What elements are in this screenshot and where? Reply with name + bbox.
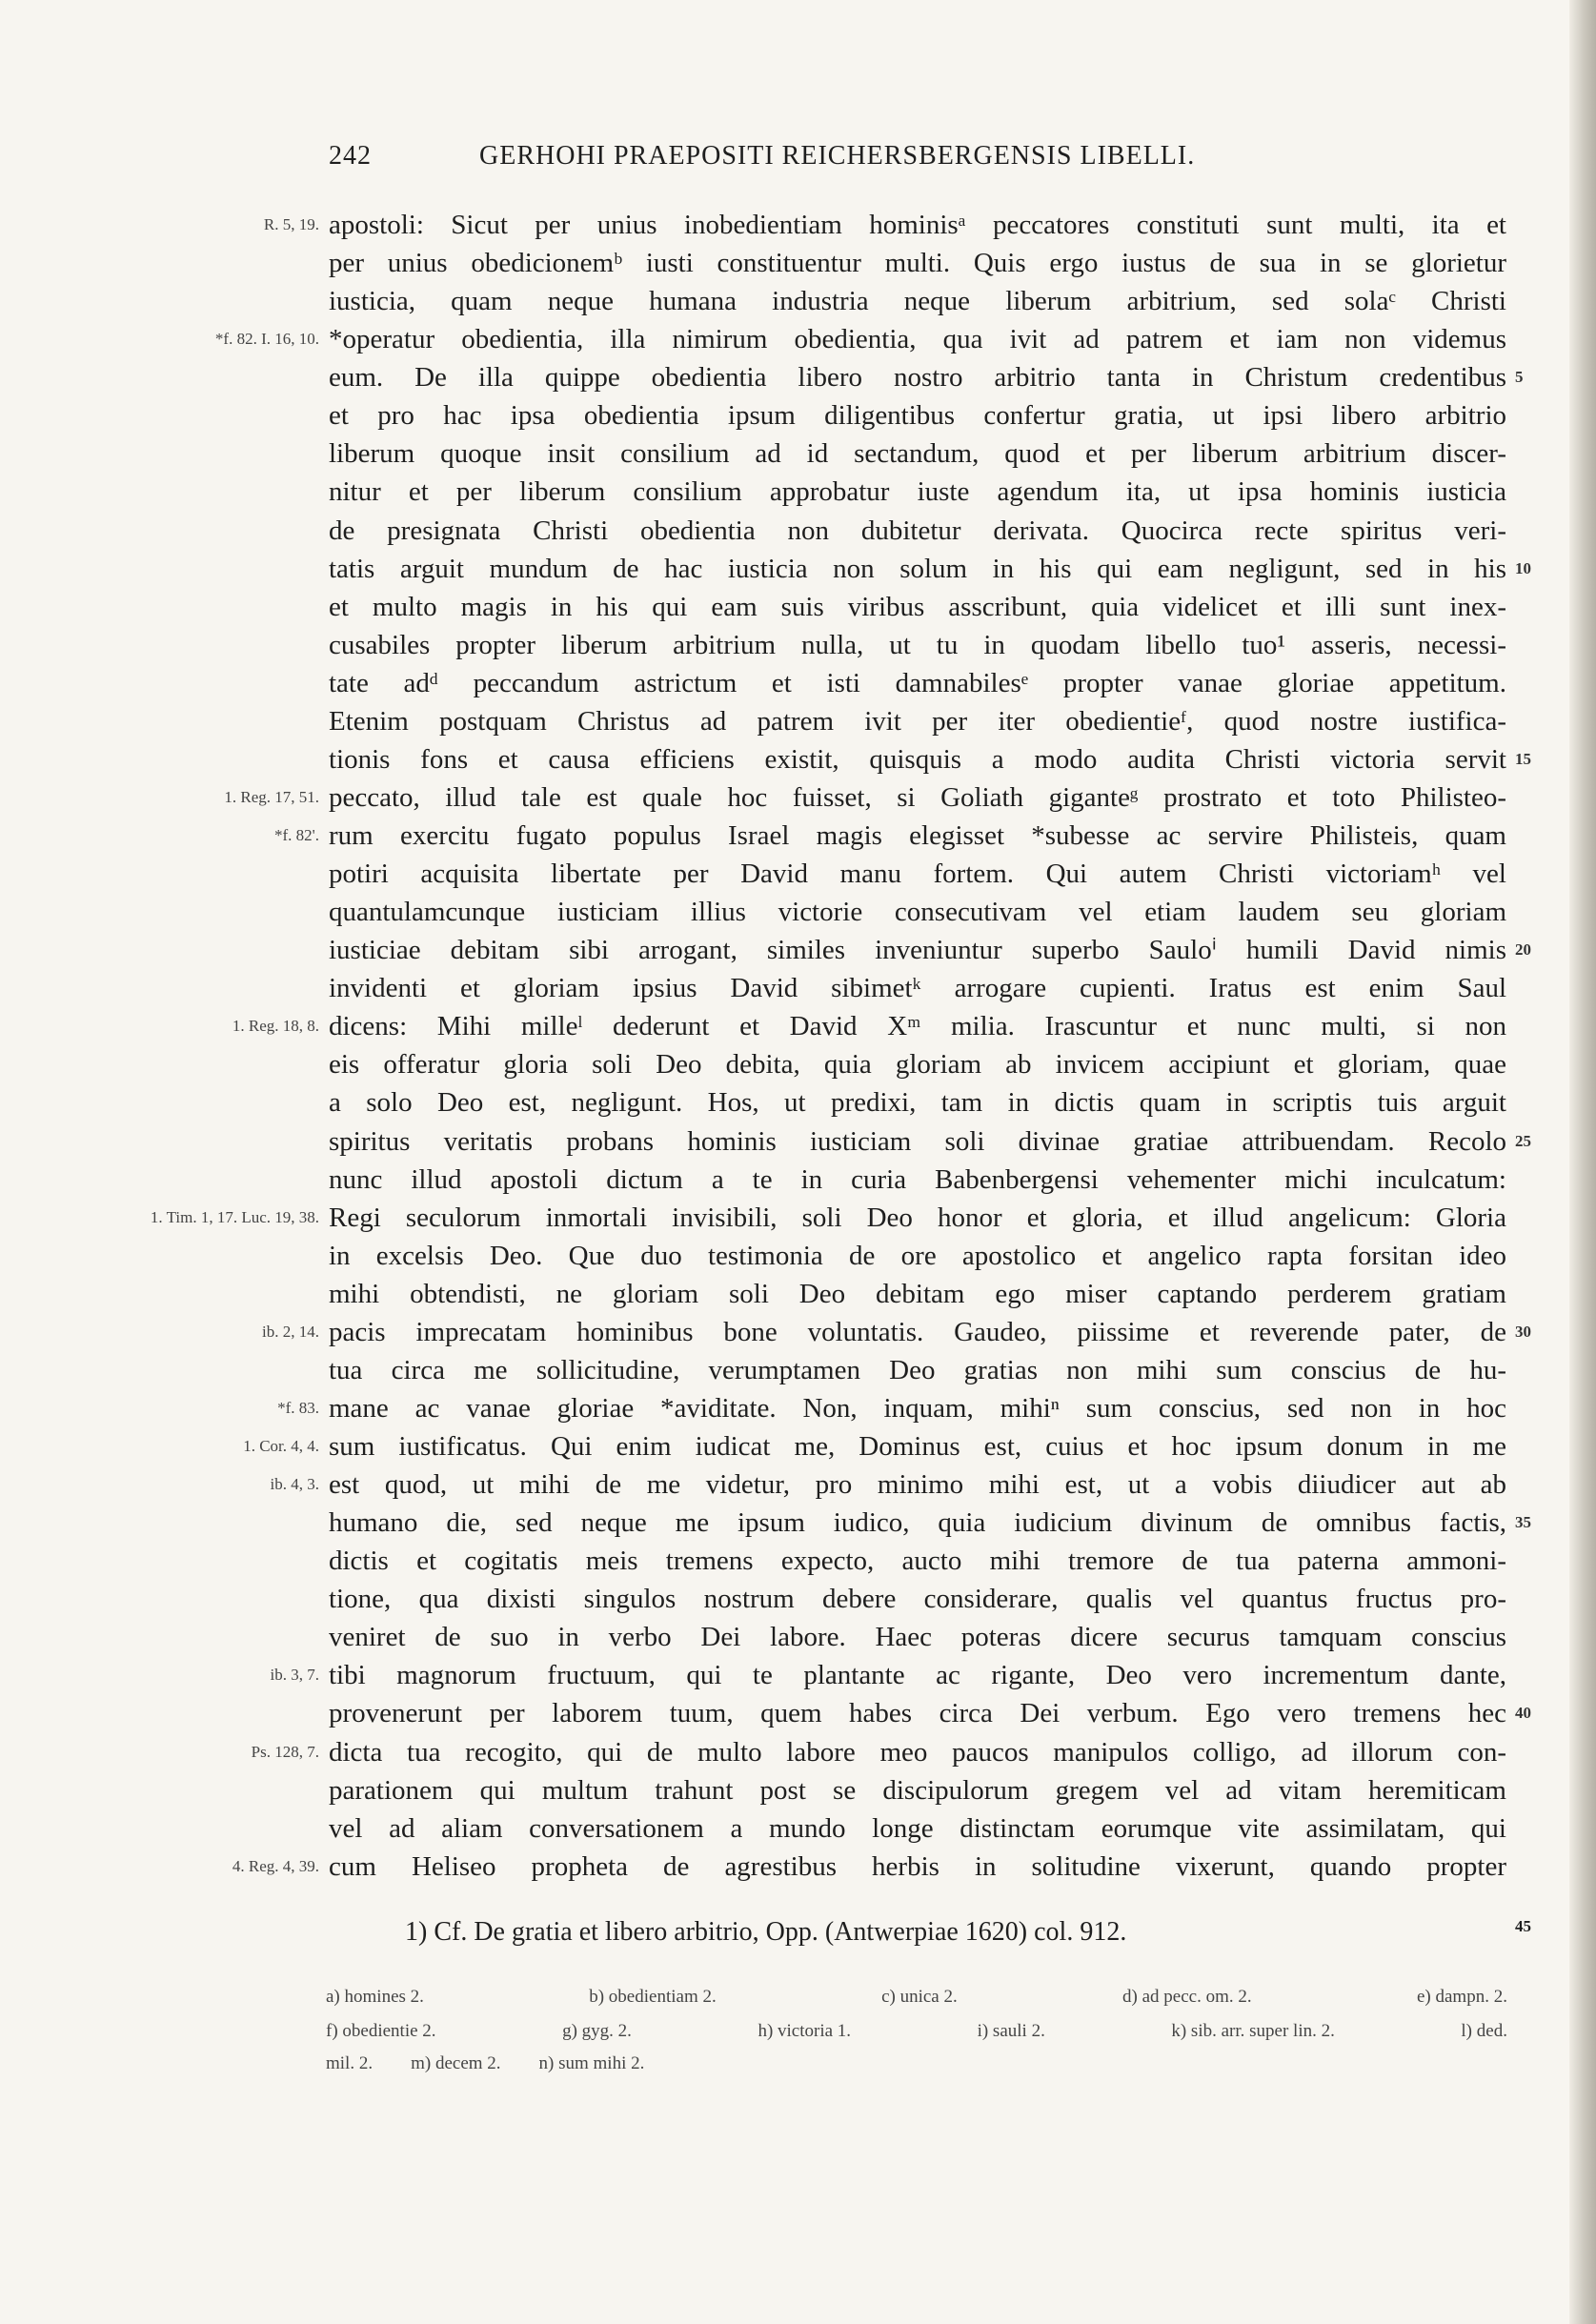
line-text: humano die, sed neque me ipsum iudico, quia iudicium divinum de omnibus factis, — [329, 1507, 1506, 1539]
margin-reference: ib. 2, 14. — [262, 1322, 319, 1341]
text-line — [0, 550, 1596, 588]
text-line — [0, 626, 1596, 664]
main-text — [0, 206, 1596, 1886]
line-text: per unius obedicionemᵇ iusti constituentur multi. Quis ergo iustus de sua in se glorietur — [329, 248, 1506, 279]
apparatus-entry: d) ad pecc. om. 2. — [1122, 1987, 1252, 2007]
text-line — [0, 1504, 1596, 1542]
line-text: Etenim postquam Christus ad patrem ivit per iter obedientieᶠ, quod nostre iustifica- — [329, 705, 1506, 737]
line-number: 20 — [1515, 940, 1531, 960]
text-line — [0, 396, 1596, 434]
line-text: quantulamcunque iusticiam illius victorie consecutivam vel etiam laudem seu gloriam — [329, 897, 1506, 928]
running-title: GERHOHI PRAEPOSITI REICHERSBERGENSIS LIBELLI. — [479, 141, 1196, 171]
line-text: veniret de suo in verbo Dei labore. Haec poteras dicere securus tamquam conscius — [329, 1622, 1506, 1653]
line-text: tionis fons et causa efficiens existit, quisquis a modo audita Christi victoria servit — [329, 743, 1506, 775]
text-line — [0, 969, 1596, 1007]
apparatus-entry: c) unica 2. — [881, 1987, 958, 2007]
text-line — [0, 320, 1596, 358]
text-line — [0, 434, 1596, 473]
text-line — [0, 702, 1596, 740]
apparatus-entry: a) homines 2. — [326, 1987, 424, 2007]
text-line — [0, 740, 1596, 778]
line-text: potiri acquisita libertate per David manu fortem. Qui autem Christi victoriamʰ vel — [329, 859, 1506, 890]
text-line — [0, 1199, 1596, 1237]
line-text: dictis et cogitatis meis tremens expecto, aucto mihi tremore de tua paterna ammoni- — [329, 1546, 1506, 1577]
line-text: tatis arguit mundum de hac iusticia non solum in his qui eam negligunt, sed in his — [329, 553, 1506, 584]
apparatus-entry: l) ded. — [1461, 2021, 1507, 2041]
apparatus-entry: e) dampn. 2. — [1416, 1987, 1507, 2007]
line-number: 15 — [1515, 749, 1531, 768]
line-text: et pro hac ipsa obedientia ipsum diligentibus confertur gratia, ut ipsi libero arbitrio — [329, 400, 1506, 432]
text-line — [0, 282, 1596, 320]
text-line — [0, 664, 1596, 702]
line-number: 10 — [1515, 558, 1531, 577]
line-text: cusabiles propter liberum arbitrium nulla, ut tu in quodam libello tuo¹ asseris, necessi- — [329, 629, 1506, 660]
line-text: tione, qua dixisti singulos nostrum debere considerare, qualis vel quantus fructus pro- — [329, 1584, 1506, 1615]
line-text: rum exercitu fugato populus Israel magis elegisset *subesse ac servire Philisteis, quam — [329, 820, 1506, 851]
text-line — [0, 1618, 1596, 1656]
line-number: 40 — [1515, 1704, 1531, 1723]
line-text: et multo magis in his qui eam suis viribus asscribunt, quia videlicet et illi sunt inex- — [329, 591, 1506, 622]
text-line — [0, 206, 1596, 244]
apparatus-row — [326, 1987, 1507, 2008]
line-number: 30 — [1515, 1322, 1531, 1341]
line-number: 35 — [1515, 1513, 1531, 1532]
line-text: a solo Deo est, negligunt. Hos, ut predixi, tam in dictis quam in scriptis tuis arguit — [329, 1087, 1506, 1119]
line-text: mane ac vanae gloriae *aviditate. Non, inquam, mihiⁿ sum conscius, sed non in hoc — [329, 1392, 1506, 1424]
text-line — [0, 1083, 1596, 1122]
margin-reference: 4. Reg. 4, 39. — [232, 1856, 319, 1875]
line-text: liberum quoque insit consilium ad id sectandum, quod et per liberum arbitrium discer- — [329, 438, 1506, 470]
text-line — [0, 1580, 1596, 1618]
line-text: invidenti et gloriam ipsius David sibimetᵏ arrogare cupienti. Iratus est enim Saul — [329, 973, 1506, 1004]
footnote-line-number: 45 — [1515, 1917, 1531, 1935]
text-line — [0, 817, 1596, 855]
text-line — [0, 1389, 1596, 1427]
margin-reference: 1. Cor. 4, 4. — [243, 1437, 319, 1455]
text-line — [0, 358, 1596, 396]
line-text: nitur et per liberum consilium approbatur iuste agendum ita, ut ipsa hominis iusticia — [329, 476, 1506, 508]
line-text: peccato, illud tale est quale hoc fuisset, si Goliath giganteᵍ prostrato et toto Philisteo- — [329, 781, 1506, 813]
text-line — [0, 1656, 1596, 1694]
margin-reference: R. 5, 19. — [263, 215, 319, 233]
running-header — [329, 141, 1510, 172]
line-text: provenerunt per laborem tuum, quem habes circa Dei verbum. Ego vero tremens hec — [329, 1698, 1506, 1729]
text-line — [0, 1771, 1596, 1809]
text-line — [0, 1351, 1596, 1389]
text-line — [0, 512, 1596, 550]
margin-reference: 1. Tim. 1, 17. Luc. 19, 38. — [150, 1207, 319, 1226]
footnote — [405, 1917, 1529, 1948]
line-text: dicta tua recogito, qui de multo labore meo paucos manipulos colligo, ad illorum con- — [329, 1736, 1506, 1768]
line-text: iusticiae debitam sibi arrogant, similes inveniuntur superbo Sauloⁱ humili David nimis — [329, 935, 1506, 966]
line-text: est quod, ut mihi de me videtur, pro minimo mihi est, ut a vobis diiudicer aut ab — [329, 1469, 1506, 1501]
text-line — [0, 1694, 1596, 1732]
text-line — [0, 1237, 1596, 1275]
line-text: parationem qui multum trahunt post se discipulorum gregem vel ad vitam heremiticam — [329, 1774, 1506, 1806]
line-text: *operatur obedientia, illa nimirum obedientia, qua ivit ad patrem et iam non videmus — [329, 324, 1506, 355]
text-line — [0, 855, 1596, 893]
margin-reference: *f. 82'. — [274, 826, 319, 844]
margin-reference: *f. 82. I. 16, 10. — [214, 330, 319, 349]
apparatus-entry: i) sauli 2. — [977, 2021, 1045, 2041]
text-line — [0, 1313, 1596, 1351]
line-text: sum iustificatus. Qui enim iudicat me, Dominus est, cuius et hoc ipsum donum in me — [329, 1431, 1506, 1462]
text-line — [0, 893, 1596, 931]
apparatus-entry: h) victoria 1. — [758, 2021, 852, 2041]
apparatus-entry: g) gyg. 2. — [562, 2021, 632, 2041]
line-text: Regi seculorum inmortali invisibili, soli Deo honor et gloria, et illud angelicum: Gloria — [329, 1202, 1506, 1233]
apparatus-entry: m) decem 2. — [411, 2053, 501, 2073]
footnote-text: 1) Cf. De gratia et libero arbitrio, Opp. (Antwerpiae 1620) col. 912. — [405, 1917, 1127, 1947]
line-text: tibi magnorum fructuum, qui te plantante ac rigante, Deo vero incrementum dante, — [329, 1660, 1506, 1691]
margin-reference: *f. 83. — [277, 1398, 319, 1417]
line-text: tua circa me sollicitudine, verumptamen Deo gratias non mihi sum conscius de hu- — [329, 1354, 1506, 1385]
line-text: spiritus veritatis probans hominis iusticiam soli divinae gratiae attribuendam. Recolo — [329, 1125, 1506, 1157]
margin-reference: Ps. 128, 7. — [251, 1742, 319, 1761]
line-number: 25 — [1515, 1131, 1531, 1150]
text-line — [0, 1007, 1596, 1045]
text-line — [0, 1045, 1596, 1083]
text-line — [0, 1542, 1596, 1580]
line-text: tate adᵈ peccandum astrictum et isti damnabilesᵉ propter vanae gloriae appetitum. — [329, 667, 1506, 698]
text-line — [0, 1465, 1596, 1504]
text-line — [0, 1122, 1596, 1161]
line-text: apostoli: Sicut per unius inobedientiam hominisᵃ peccatores constituti sunt multi, ita et — [329, 210, 1506, 240]
text-line — [0, 1848, 1596, 1886]
apparatus-row — [326, 2021, 1507, 2042]
apparatus-entry: n) sum mihi 2. — [538, 2053, 645, 2073]
apparatus-entry: k) sib. arr. super lin. 2. — [1171, 2021, 1335, 2041]
apparatus-row — [326, 2053, 1507, 2074]
line-text: de presignata Christi obedientia non dubitetur derivata. Quocirca recte spiritus veri- — [329, 515, 1506, 546]
line-text: in excelsis Deo. Que duo testimonia de ore apostolico et angelico rapta forsitan ideo — [329, 1240, 1506, 1271]
apparatus-entry: f) obedientie 2. — [326, 2021, 436, 2041]
line-text: pacis imprecatam hominibus bone voluntatis. Gaudeo, piissime et reverende pater, de — [329, 1316, 1506, 1347]
line-text: eum. De illa quippe obedientia libero nostro arbitrio tanta in Christum credentibus — [329, 362, 1506, 394]
margin-reference: ib. 4, 3. — [270, 1475, 319, 1494]
text-line — [0, 931, 1596, 969]
apparatus-entry: mil. 2. — [326, 2053, 374, 2073]
text-line — [0, 1733, 1596, 1771]
line-text: dicens: Mihi milleˡ dederunt et David Xᵐ milia. Irascuntur et nunc multi, si non — [329, 1011, 1506, 1042]
margin-reference: 1. Reg. 17, 51. — [224, 787, 319, 806]
text-line — [0, 588, 1596, 626]
line-text: cum Heliseo propheta de agrestibus herbis in solitudine vixerunt, quando propter — [329, 1850, 1506, 1882]
line-text: nunc illud apostoli dictum a te in curia Babenbergensi vehementer michi inculcatum: — [329, 1163, 1506, 1195]
text-line — [0, 778, 1596, 817]
line-text: mihi obtendisti, ne gloriam soli Deo debitam ego miser captando perderem gratiam — [329, 1278, 1506, 1309]
text-line — [0, 1809, 1596, 1848]
margin-reference: ib. 3, 7. — [270, 1666, 319, 1685]
margin-reference: 1. Reg. 18, 8. — [232, 1017, 319, 1036]
text-line — [0, 473, 1596, 511]
line-number: 5 — [1515, 368, 1524, 387]
line-text: eis offeratur gloria soli Deo debita, quia gloriam ab invicem accipiunt et gloriam, quae — [329, 1049, 1506, 1081]
text-line — [0, 1275, 1596, 1313]
text-line — [0, 244, 1596, 282]
apparatus-entry: b) obedientiam 2. — [589, 1987, 717, 2007]
text-line — [0, 1161, 1596, 1199]
page-number: 242 — [329, 141, 372, 171]
text-line — [0, 1427, 1596, 1465]
line-text: iusticia, quam neque humana industria neque liberum arbitrium, sed solaᶜ Christi — [329, 286, 1506, 317]
line-text: vel ad aliam conversationem a mundo longe distinctam eorumque vite assimilatam, qui — [329, 1812, 1506, 1844]
